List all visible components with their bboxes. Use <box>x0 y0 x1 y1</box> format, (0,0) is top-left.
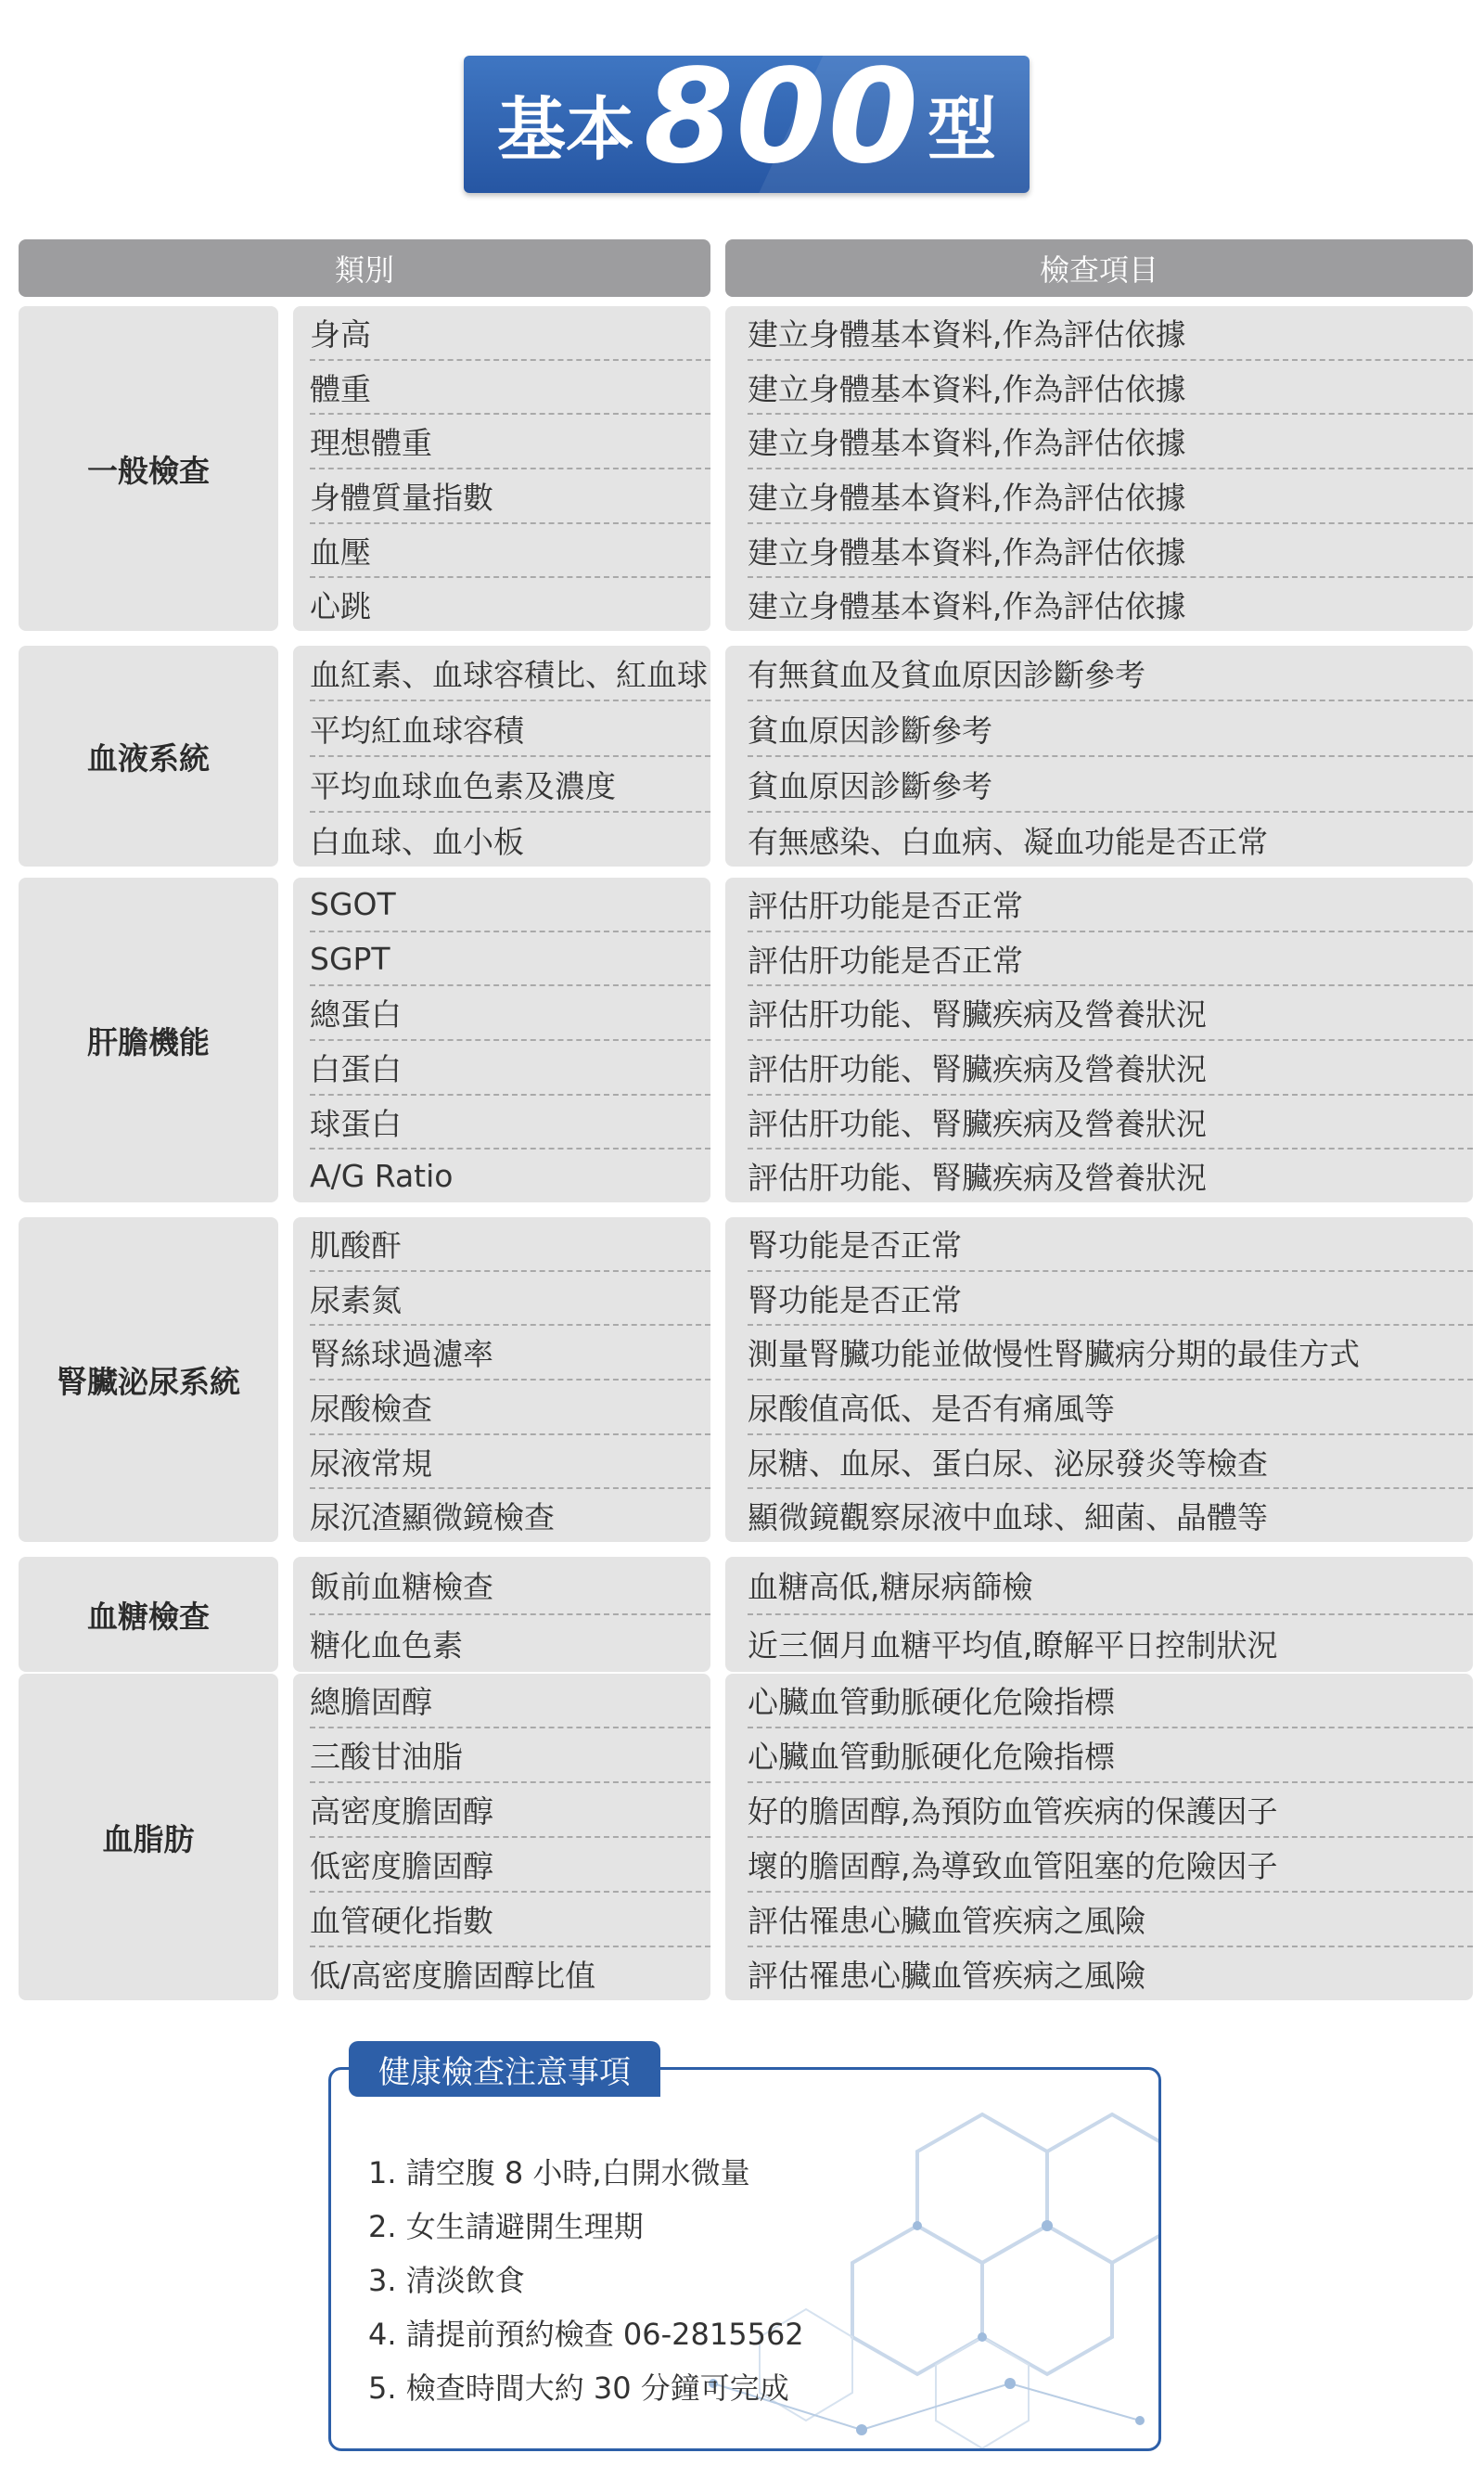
table-row: 評估肝功能、腎臟疾病及營養狀況 <box>748 1160 1207 1197</box>
table-row: 高密度膽固醇 <box>310 1783 710 1838</box>
table-row: 心跳 <box>310 588 371 625</box>
table-row: 腎絲球過濾率 <box>310 1326 710 1381</box>
item-descriptions <box>725 306 1473 631</box>
table-row: 腎功能是否正常 <box>748 1217 1473 1272</box>
table-row: 腎功能是否正常 <box>748 1272 1473 1327</box>
item-descriptions <box>725 878 1473 1202</box>
table-row: SGOT <box>310 878 710 932</box>
section-liver <box>19 878 1473 1202</box>
table-row: 白血球、血小板 <box>310 823 524 860</box>
section-blood <box>19 646 1473 867</box>
table-row: 理想體重 <box>310 415 710 469</box>
category-label: 一般檢查 <box>19 306 278 631</box>
notice-box <box>328 2067 1161 2451</box>
list-item: 2. 女生請避開生理期 <box>368 2209 644 2244</box>
table-row: 平均血球血色素及濃度 <box>310 757 710 813</box>
table-row: SGPT <box>310 932 710 987</box>
table-row: 血管硬化指數 <box>310 1893 710 1947</box>
item-names <box>293 646 710 867</box>
table-row: 建立身體基本資料,作為評估依據 <box>748 361 1473 416</box>
table-row: 測量腎臟功能並做慢性腎臟病分期的最佳方式 <box>748 1326 1473 1381</box>
table-row: 貧血原因診斷參考 <box>748 757 1473 813</box>
table-row: 好的膽固醇,為預防血管疾病的保護因子 <box>748 1783 1473 1838</box>
title-number: 800 <box>643 56 921 193</box>
table-row: 建立身體基本資料,作為評估依據 <box>748 469 1473 524</box>
table-row: 體重 <box>310 361 710 416</box>
section-kidney <box>19 1217 1473 1542</box>
table-row: 血壓 <box>310 524 710 579</box>
table-row: 有無感染、白血病、凝血功能是否正常 <box>748 823 1268 860</box>
item-names <box>293 1674 710 2000</box>
list-item: 3. 清淡飲食 <box>368 2263 525 2298</box>
table-row: 飯前血糖檢查 <box>310 1557 710 1615</box>
item-names <box>293 1217 710 1542</box>
table-row: 尿糖、血尿、蛋白尿、泌尿發炎等檢查 <box>748 1435 1473 1490</box>
table-row: 近三個月血糖平均值,瞭解平日控制狀況 <box>748 1627 1278 1663</box>
table-row: 身體質量指數 <box>310 469 710 524</box>
table-row: 貧血原因診斷參考 <box>748 701 1473 757</box>
header-category: 類別 <box>19 239 710 297</box>
title-prefix: 基本 <box>496 90 634 170</box>
table-row: 尿沉渣顯微鏡檢查 <box>310 1499 555 1536</box>
table-row: 平均紅血球容積 <box>310 701 710 757</box>
header-items: 檢查項目 <box>725 239 1473 297</box>
item-names <box>293 306 710 631</box>
table-row: 建立身體基本資料,作為評估依據 <box>748 524 1473 579</box>
table-row: 建立身體基本資料,作為評估依據 <box>748 588 1186 625</box>
title-suffix: 型 <box>928 90 997 170</box>
table-row: 評估罹患心臟血管疾病之風險 <box>748 1893 1473 1947</box>
table-row: 心臟血管動脈硬化危險指標 <box>748 1728 1473 1783</box>
category-label: 腎臟泌尿系統 <box>19 1217 278 1542</box>
title-banner <box>464 56 1030 193</box>
item-names <box>293 1557 710 1672</box>
list-item: 5. 檢查時間大約 30 分鐘可完成 <box>368 2370 789 2406</box>
list-item: 1. 請空腹 8 小時,白開水微量 <box>368 2155 750 2190</box>
table-row: 評估肝功能是否正常 <box>748 878 1473 932</box>
section-glucose <box>19 1557 1473 1672</box>
table-row: 評估肝功能是否正常 <box>748 932 1473 987</box>
table-row: 總膽固醇 <box>310 1674 710 1728</box>
item-descriptions <box>725 646 1473 867</box>
table-row: 尿酸值高低、是否有痛風等 <box>748 1381 1473 1435</box>
table-row: 有無貧血及貧血原因診斷參考 <box>748 646 1473 701</box>
notice-list <box>368 2146 804 2415</box>
table-row: 低/高密度膽固醇比值 <box>310 1958 596 1994</box>
section-general <box>19 306 1473 631</box>
table-row: 心臟血管動脈硬化危險指標 <box>748 1674 1473 1728</box>
table-row: 總蛋白 <box>310 986 710 1041</box>
item-descriptions <box>725 1674 1473 2000</box>
notice-title: 健康檢查注意事項 <box>349 2041 660 2097</box>
table-row: 尿液常規 <box>310 1435 710 1490</box>
list-item: 4. 請提前預約檢查 06-2815562 <box>368 2317 804 2352</box>
table-row: 評估肝功能、腎臟疾病及營養狀況 <box>748 1041 1473 1096</box>
section-lipids <box>19 1674 1473 2000</box>
table-row: 低密度膽固醇 <box>310 1838 710 1893</box>
table-row: 評估肝功能、腎臟疾病及營養狀況 <box>748 986 1473 1041</box>
table-row: 尿酸檢查 <box>310 1381 710 1435</box>
category-label: 肝膽機能 <box>19 878 278 1202</box>
table-row: 評估罹患心臟血管疾病之風險 <box>748 1958 1145 1994</box>
category-label: 血糖檢查 <box>19 1557 278 1672</box>
table-row: 身高 <box>310 306 710 361</box>
table-row: 血糖高低,糖尿病篩檢 <box>748 1557 1473 1615</box>
table-row: 壞的膽固醇,為導致血管阻塞的危險因子 <box>748 1838 1473 1893</box>
category-label: 血液系統 <box>19 646 278 867</box>
table-row: 球蛋白 <box>310 1096 710 1150</box>
table-row: 三酸甘油脂 <box>310 1728 710 1783</box>
table-row: 血紅素、血球容積比、紅血球 <box>310 646 710 701</box>
table-row: 顯微鏡觀察尿液中血球、細菌、晶體等 <box>748 1499 1268 1536</box>
table-row: 白蛋白 <box>310 1041 710 1096</box>
table-row: 肌酸酐 <box>310 1217 710 1272</box>
table-row: 尿素氮 <box>310 1272 710 1327</box>
table-row: 糖化血色素 <box>310 1627 463 1663</box>
table-row: A/G Ratio <box>310 1158 454 1195</box>
item-descriptions <box>725 1557 1473 1672</box>
item-descriptions <box>725 1217 1473 1542</box>
table-row: 評估肝功能、腎臟疾病及營養狀況 <box>748 1096 1473 1150</box>
table-row: 建立身體基本資料,作為評估依據 <box>748 415 1473 469</box>
category-label: 血脂肪 <box>19 1674 278 2000</box>
table-row: 建立身體基本資料,作為評估依據 <box>748 306 1473 361</box>
item-names <box>293 878 710 1202</box>
